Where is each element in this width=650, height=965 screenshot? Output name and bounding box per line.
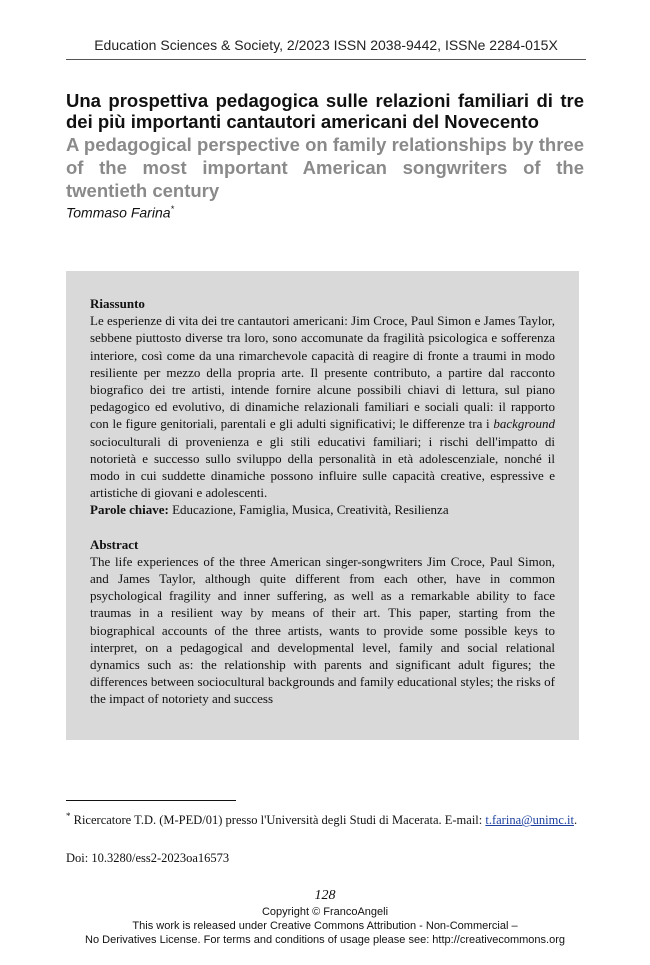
license-line-2: No Derivatives License. For terms and conditions of usage please see: http://creativecommons.org: [85, 934, 565, 947]
footnote-email-link[interactable]: t.farina@unimc.it: [485, 813, 574, 828]
riassunto-text-part1: Le esperienze di vita dei tre cantautori americani: Jim Croce, Paul Simon e James Taylor, sebbene piuttosto diverse tra loro, sono accomunate da fragilità psicologica e sofferenza interiore, così come da una rimarchevole capacità di reagire di fronte a traumi in modo resiliente per mezzo della propria arte. Il presente contributo, a partire dal racconto biografico dei tre artisti, intende fornire alcune possibili chiavi di lettura, sul piano pedagogico ed evolutivo, di dinamiche relazionali familiari e sociali quali: il rapporto con le figure genitoriali, parentali e gli adulti significativi; le differenze tra i: [90, 313, 555, 432]
footnote-end: .: [573, 813, 578, 828]
keywords-line: [90, 501, 555, 518]
author-footnote-mark: *: [170, 204, 175, 214]
journal-header: Education Sciences & Society, 2/2023 ISSN 2038-9442, ISSNe 2284-015X: [94, 37, 558, 53]
copyright-line: Copyright © FrancoAngeli: [261, 906, 389, 918]
footnote-divider: [66, 800, 236, 801]
abstract-box: [66, 271, 579, 740]
title-italian: Una prospettiva pedagogica sulle relazioni familiari di tre dei più importanti cantautori americani del Novecento: [66, 90, 584, 132]
keywords-label: Parole chiave:: [90, 502, 169, 518]
riassunto-heading: Riassunto: [90, 296, 145, 311]
page-number: 128: [314, 888, 336, 903]
riassunto-text: [90, 312, 555, 501]
abstract-text: The life experiences of the three American singer-songwriters Jim Croce, Paul Simon, and James Taylor, although quite different from each other, have in common psychological fragility and inner suffering, as well as a remarkable ability to face traumas in a resilient way by means of their art. This paper, starting from the biographical accounts of the three artists, wants to provide some possible keys to interpret, on a pedagogical and developmental level, family and social relational dynamics such as: the relationship with parents and significant adult figures; the differences between sociocultural backgrounds and family educational styles; the risks of the impact of notoriety and success: [90, 553, 555, 707]
header-divider: [66, 59, 586, 60]
author-name: [66, 204, 584, 221]
doi: Doi: 10.3280/ess2-2023oa16573: [66, 851, 230, 865]
license-footer: [0, 905, 650, 948]
author-label: Tommaso Farina: [66, 204, 171, 221]
license-line-1: This work is released under Creative Commons Attribution - Non-Commercial –: [132, 920, 518, 933]
footnote-mark: *: [66, 811, 71, 821]
title-block: [66, 90, 584, 221]
riassunto-italic-word: background: [493, 416, 555, 432]
keywords-value: Educazione, Famiglia, Musica, Creatività, Resilienza: [172, 502, 449, 518]
title-english: A pedagogical perspective on family relationships by three of the most important American songwriters of the twentieth century: [66, 134, 584, 201]
riassunto-text-part2: socioculturali di provenienza e gli stili educativi familiari; i rischi dell'impatto di notorietà e successo sullo sviluppo della personalità in età adolescenziale, nonché il modo in cui suddette dinamiche possono influire sulle capacità creative, espressive e artistiche di giovani e adolescenti.: [90, 433, 555, 501]
footnote: [66, 808, 579, 829]
footnote-text: Ricercatore T.D. (M-PED/01) presso l'Università degli Studi di Macerata. E-mail:: [73, 813, 483, 828]
abstract-heading: Abstract: [90, 536, 139, 552]
